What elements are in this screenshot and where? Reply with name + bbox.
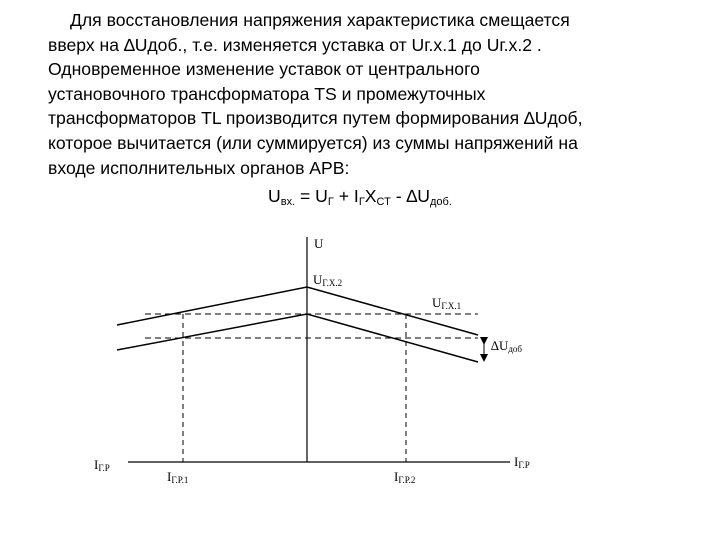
formula-x-sub: СТ <box>376 196 391 208</box>
paragraph-line: вверх на ∆Uдоб., т.е. изменяется уставка от Uг.х.1 до Uг.х.2 . <box>48 34 542 55</box>
formula-u: U <box>268 186 281 206</box>
paragraph-line: Для восстановления напряжения характеристика смещается <box>70 10 570 30</box>
formula-eq: = U <box>295 186 328 206</box>
characteristic-upper <box>117 287 478 335</box>
igr2-label: IГ.Р.2 <box>394 469 416 485</box>
formula-ug-sub: Г <box>327 196 334 208</box>
formula-x: X <box>364 186 377 206</box>
paragraph-line: входе исполнительных органов АРВ: <box>48 157 350 178</box>
igr-left-label: IГ.Р <box>94 457 110 473</box>
formula-minus-du: - ∆U <box>390 186 430 206</box>
formula-ig-sub: Г <box>358 196 365 208</box>
igr1-label: IГ.Р.1 <box>167 469 189 485</box>
ugx1-label: UГ.Х.1 <box>432 295 462 311</box>
delta-u-label: ∆Uдоб <box>491 338 523 354</box>
paragraph-line: трансформаторов TL производится путем формирования ∆Uдоб, <box>48 108 583 129</box>
paragraph-line: установочного трансформатора TS и промежуточных <box>48 83 486 104</box>
formula-du-sub: доб. <box>429 196 452 208</box>
ugx2-label: UГ.Х.2 <box>313 272 343 288</box>
formula-plus-i: + I <box>333 186 359 206</box>
formula-u-sub: вх. <box>280 196 296 208</box>
paragraph-line: Одновременное изменение уставок от центрального <box>48 59 480 80</box>
paragraph-line: которое вычитается (или суммируется) из суммы напряжений на <box>48 132 578 153</box>
igr-right-label: IГ.Р <box>514 454 530 470</box>
u-axis-label: U <box>314 236 324 251</box>
